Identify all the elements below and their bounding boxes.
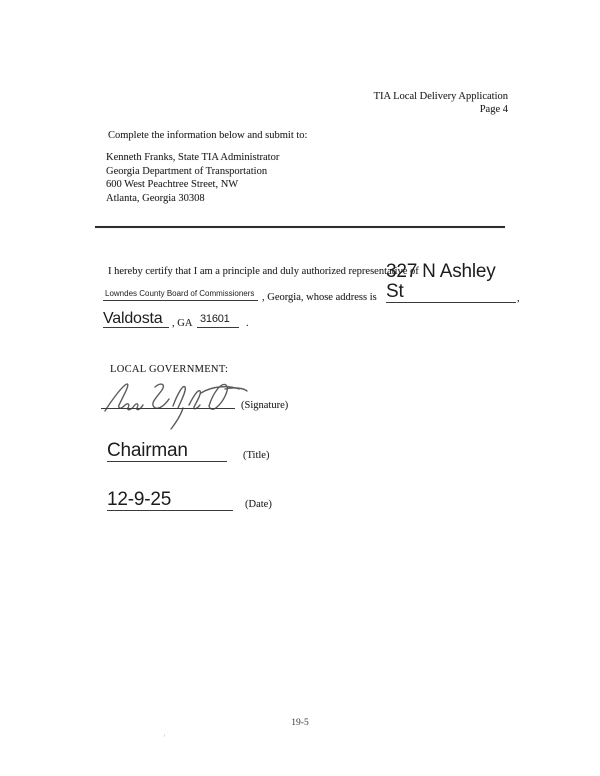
- city-field: [103, 309, 169, 328]
- recipient-city: Atlanta, Georgia 30308: [106, 192, 205, 204]
- state-text: , GA: [172, 318, 193, 329]
- scan-artifact-mark: ’: [163, 733, 166, 743]
- street-address-value: 327 N Ashley St: [386, 261, 496, 302]
- title-caption: (Title): [243, 450, 270, 461]
- signature-caption: (Signature): [241, 400, 289, 411]
- page-number-header: Page 4: [479, 104, 508, 115]
- government-name-value: Lowndes County Board of Commissioners: [105, 289, 255, 298]
- street-comma: ,: [517, 293, 520, 304]
- footer-page-number: 19-5: [291, 718, 309, 728]
- local-government-label: LOCAL GOVERNMENT:: [110, 364, 229, 375]
- recipient-department: Georgia Department of Transportation: [106, 165, 268, 177]
- title-field: [107, 437, 227, 462]
- street-address-field: [386, 261, 516, 303]
- date-value: 12-9-25: [107, 489, 172, 510]
- date-field: [107, 486, 233, 511]
- date-caption: (Date): [245, 499, 272, 510]
- recipient-address: [106, 151, 279, 205]
- sentence-period: .: [246, 318, 249, 329]
- zip-field: [197, 312, 239, 328]
- intro-text: Complete the information below and submit to:: [108, 130, 308, 141]
- recipient-name: Kenneth Franks, State TIA Administrator: [106, 152, 280, 163]
- zip-value: 31601: [200, 313, 230, 325]
- title-value: Chairman: [107, 440, 188, 461]
- city-value: Valdosta: [103, 310, 163, 327]
- recipient-street: 600 West Peachtree Street, NW: [106, 179, 239, 190]
- section-divider: [95, 226, 505, 228]
- document-title: TIA Local Delivery Application: [373, 91, 508, 102]
- signature-image: [97, 377, 249, 433]
- signature-line: [101, 408, 235, 409]
- government-name-field: [103, 282, 258, 301]
- certification-text: I hereby certify that I am a principle and duly authorized representative of: [108, 266, 419, 277]
- document-header: [374, 90, 508, 116]
- georgia-address-text: , Georgia, whose address is: [262, 292, 377, 303]
